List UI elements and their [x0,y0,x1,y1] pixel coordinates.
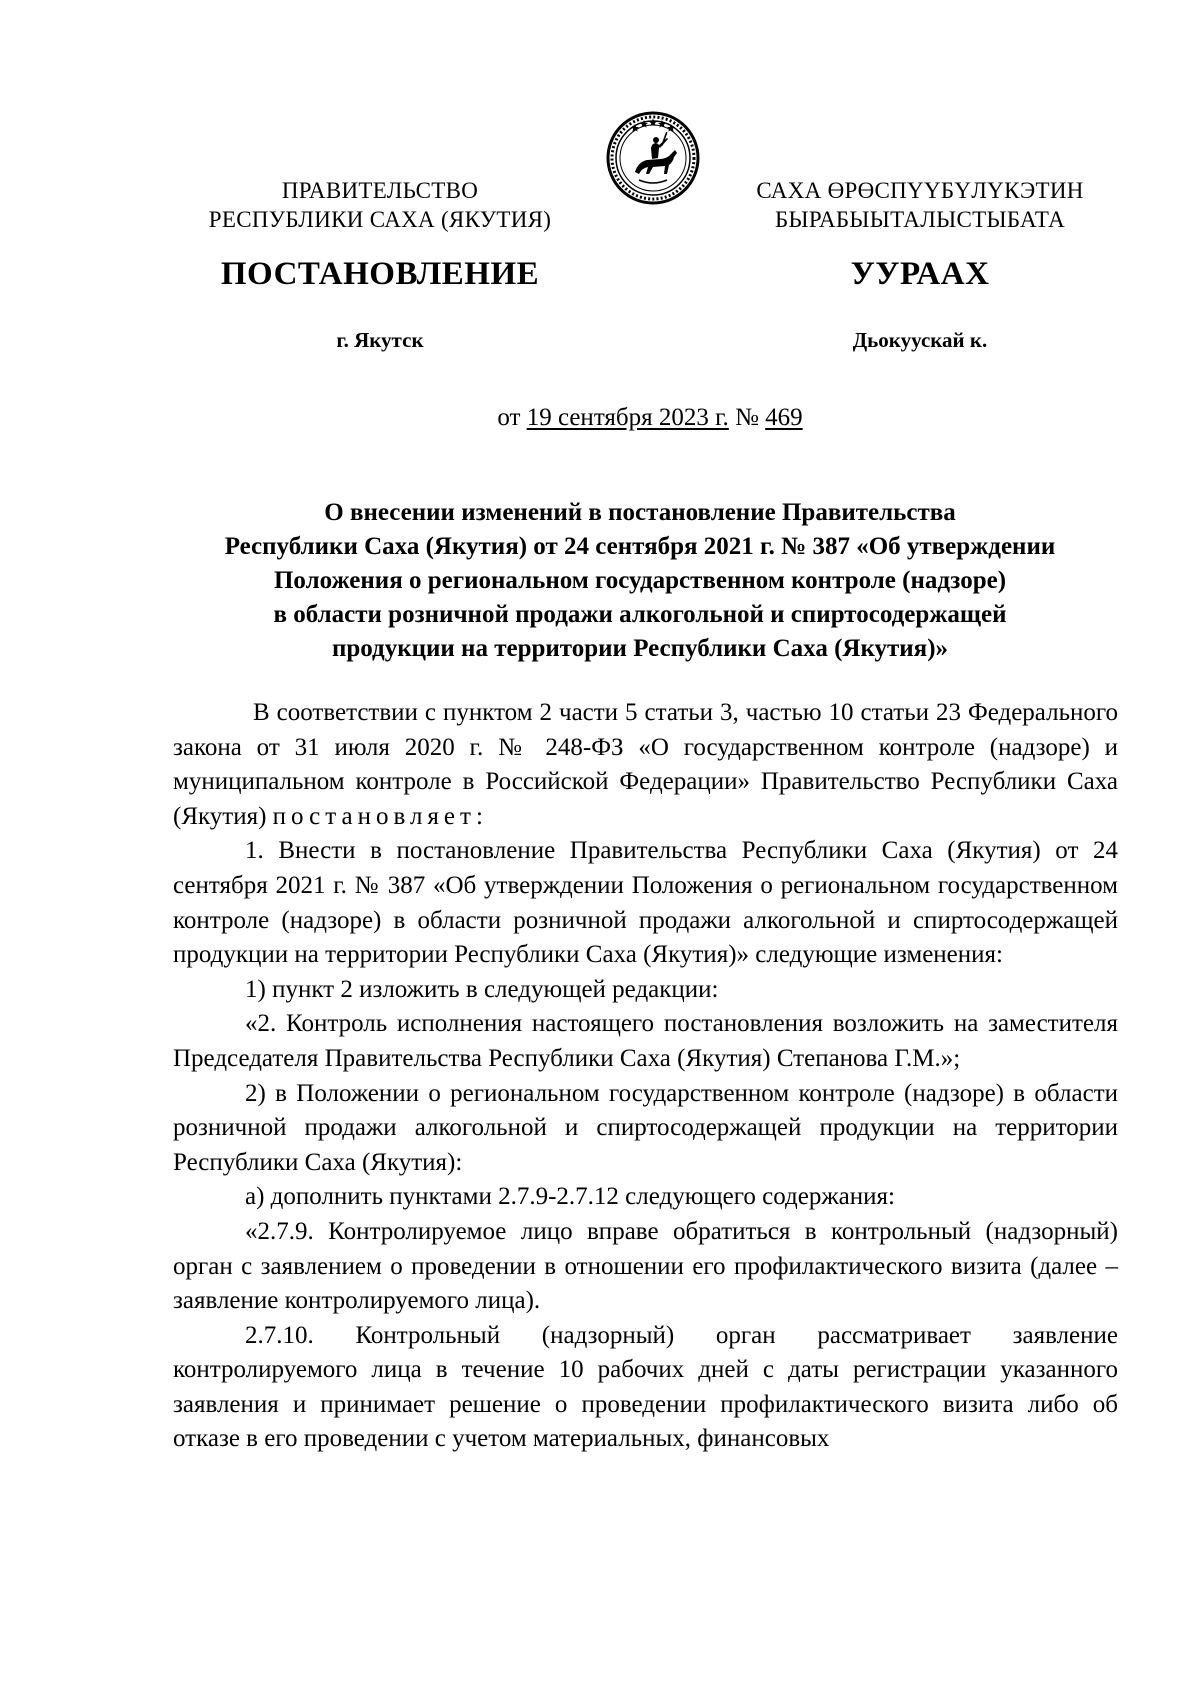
org-name-sakha [720,176,1120,234]
number-sign: № [735,404,759,431]
title-line: Республики Саха (Якутия) от 24 сентября 2021 г. № 387 «Об утверждении [224,533,1056,560]
doc-type-sakha: УУРААХ [850,256,990,292]
preamble-text: В соответствии с пунктом 2 части 5 статьи 3, частью 10 статьи 23 Федерального закона от 31 июля 2020 г. № 248-ФЗ «О государственном контроле (надзоре) и муниципальном контроле в Российской Федерации» Правительство Республики Саха (Якутия) [173,699,1118,830]
org-name-ru [180,176,580,234]
city-sakha: Дьокуускай к. [852,328,988,352]
org-name-ru-line-1: ПРАВИТЕЛЬСТВО [281,178,479,203]
org-name-sakha-line-1: САХА ӨРӨСПҮҮБҮЛҮКЭТИН [756,178,1084,203]
title-line: О внесении изменений в постановление Правительства [324,499,956,526]
paragraph-quote-2: «2. Контроль исполнения настоящего постановления возложить на заместителя Председателя Правительства Республики Саха (Якутия) Степанова Г.М.»; [173,1010,1118,1072]
paragraph-preamble [173,696,1118,834]
decree-title [160,496,1120,666]
doc-type-ru: ПОСТАНОВЛЕНИЕ [220,256,540,292]
sakha-republic-coat-of-arms-icon [605,110,701,206]
title-line: продукции на территории Республики Саха (Якутия)» [331,635,949,662]
org-name-ru-line-2: РЕСПУБЛИКИ САХА (ЯКУТИЯ) [208,207,552,232]
decree-date: 19 сентября 2023 г. [526,404,729,431]
paragraph-item-1: 1. Внести в постановление Правительства Республики Саха (Якутия) от 24 сентября 2021 г. № 387 «Об утверждении Положения о региональном государственном контроле (надзоре) в области розничной продажи алкогольной и спиртосодержащей продукции на территории Республики Саха (Якутия)» следующие изменения: [173,837,1118,969]
date-number-line [0,402,1200,434]
paragraph-subitem-1: 1) пункт 2 изложить в следующей редакции: [245,975,719,1003]
date-prefix: от [497,404,521,431]
city-ru: г. Якутск [336,328,424,352]
paragraph-2-7-10: 2.7.10. Контрольный (надзорный) орган рассматривает заявление контролируемого лица в течение 10 рабочих дней с даты регистрации указанного заявления и принимает решение о проведении профилактического визита либо об отказе в его проведении с учетом материальных, финансовых [173,1321,1118,1453]
decree-number: 469 [765,404,803,431]
paragraph-subitem-2: 2) в Положении о региональном государственном контроле (надзоре) в области розничной продажи алкогольной и спиртосодержащей продукции на территории Республики Саха (Якутия): [173,1079,1118,1176]
decree-body [173,696,1118,1457]
title-line: в области розничной продажи алкогольной и спиртосодержащей [273,601,1007,628]
title-line: Положения о региональном государственном контроле (надзоре) [273,567,1007,594]
decree-verb: постановляет: [272,802,488,830]
org-name-sakha-line-2: БЫРАБЫЫТАЛЫСТЫБАТА [774,207,1066,232]
paragraph-2-7-9: «2.7.9. Контролируемое лицо вправе обратиться в контрольный (надзорный) орган с заявлением о проведении в отношении его профилактического визита (далее – заявление контролируемого лица). [173,1217,1118,1315]
paragraph-subitem-a: а) дополнить пунктами 2.7.9-2.7.12 следующего содержания: [245,1183,895,1211]
